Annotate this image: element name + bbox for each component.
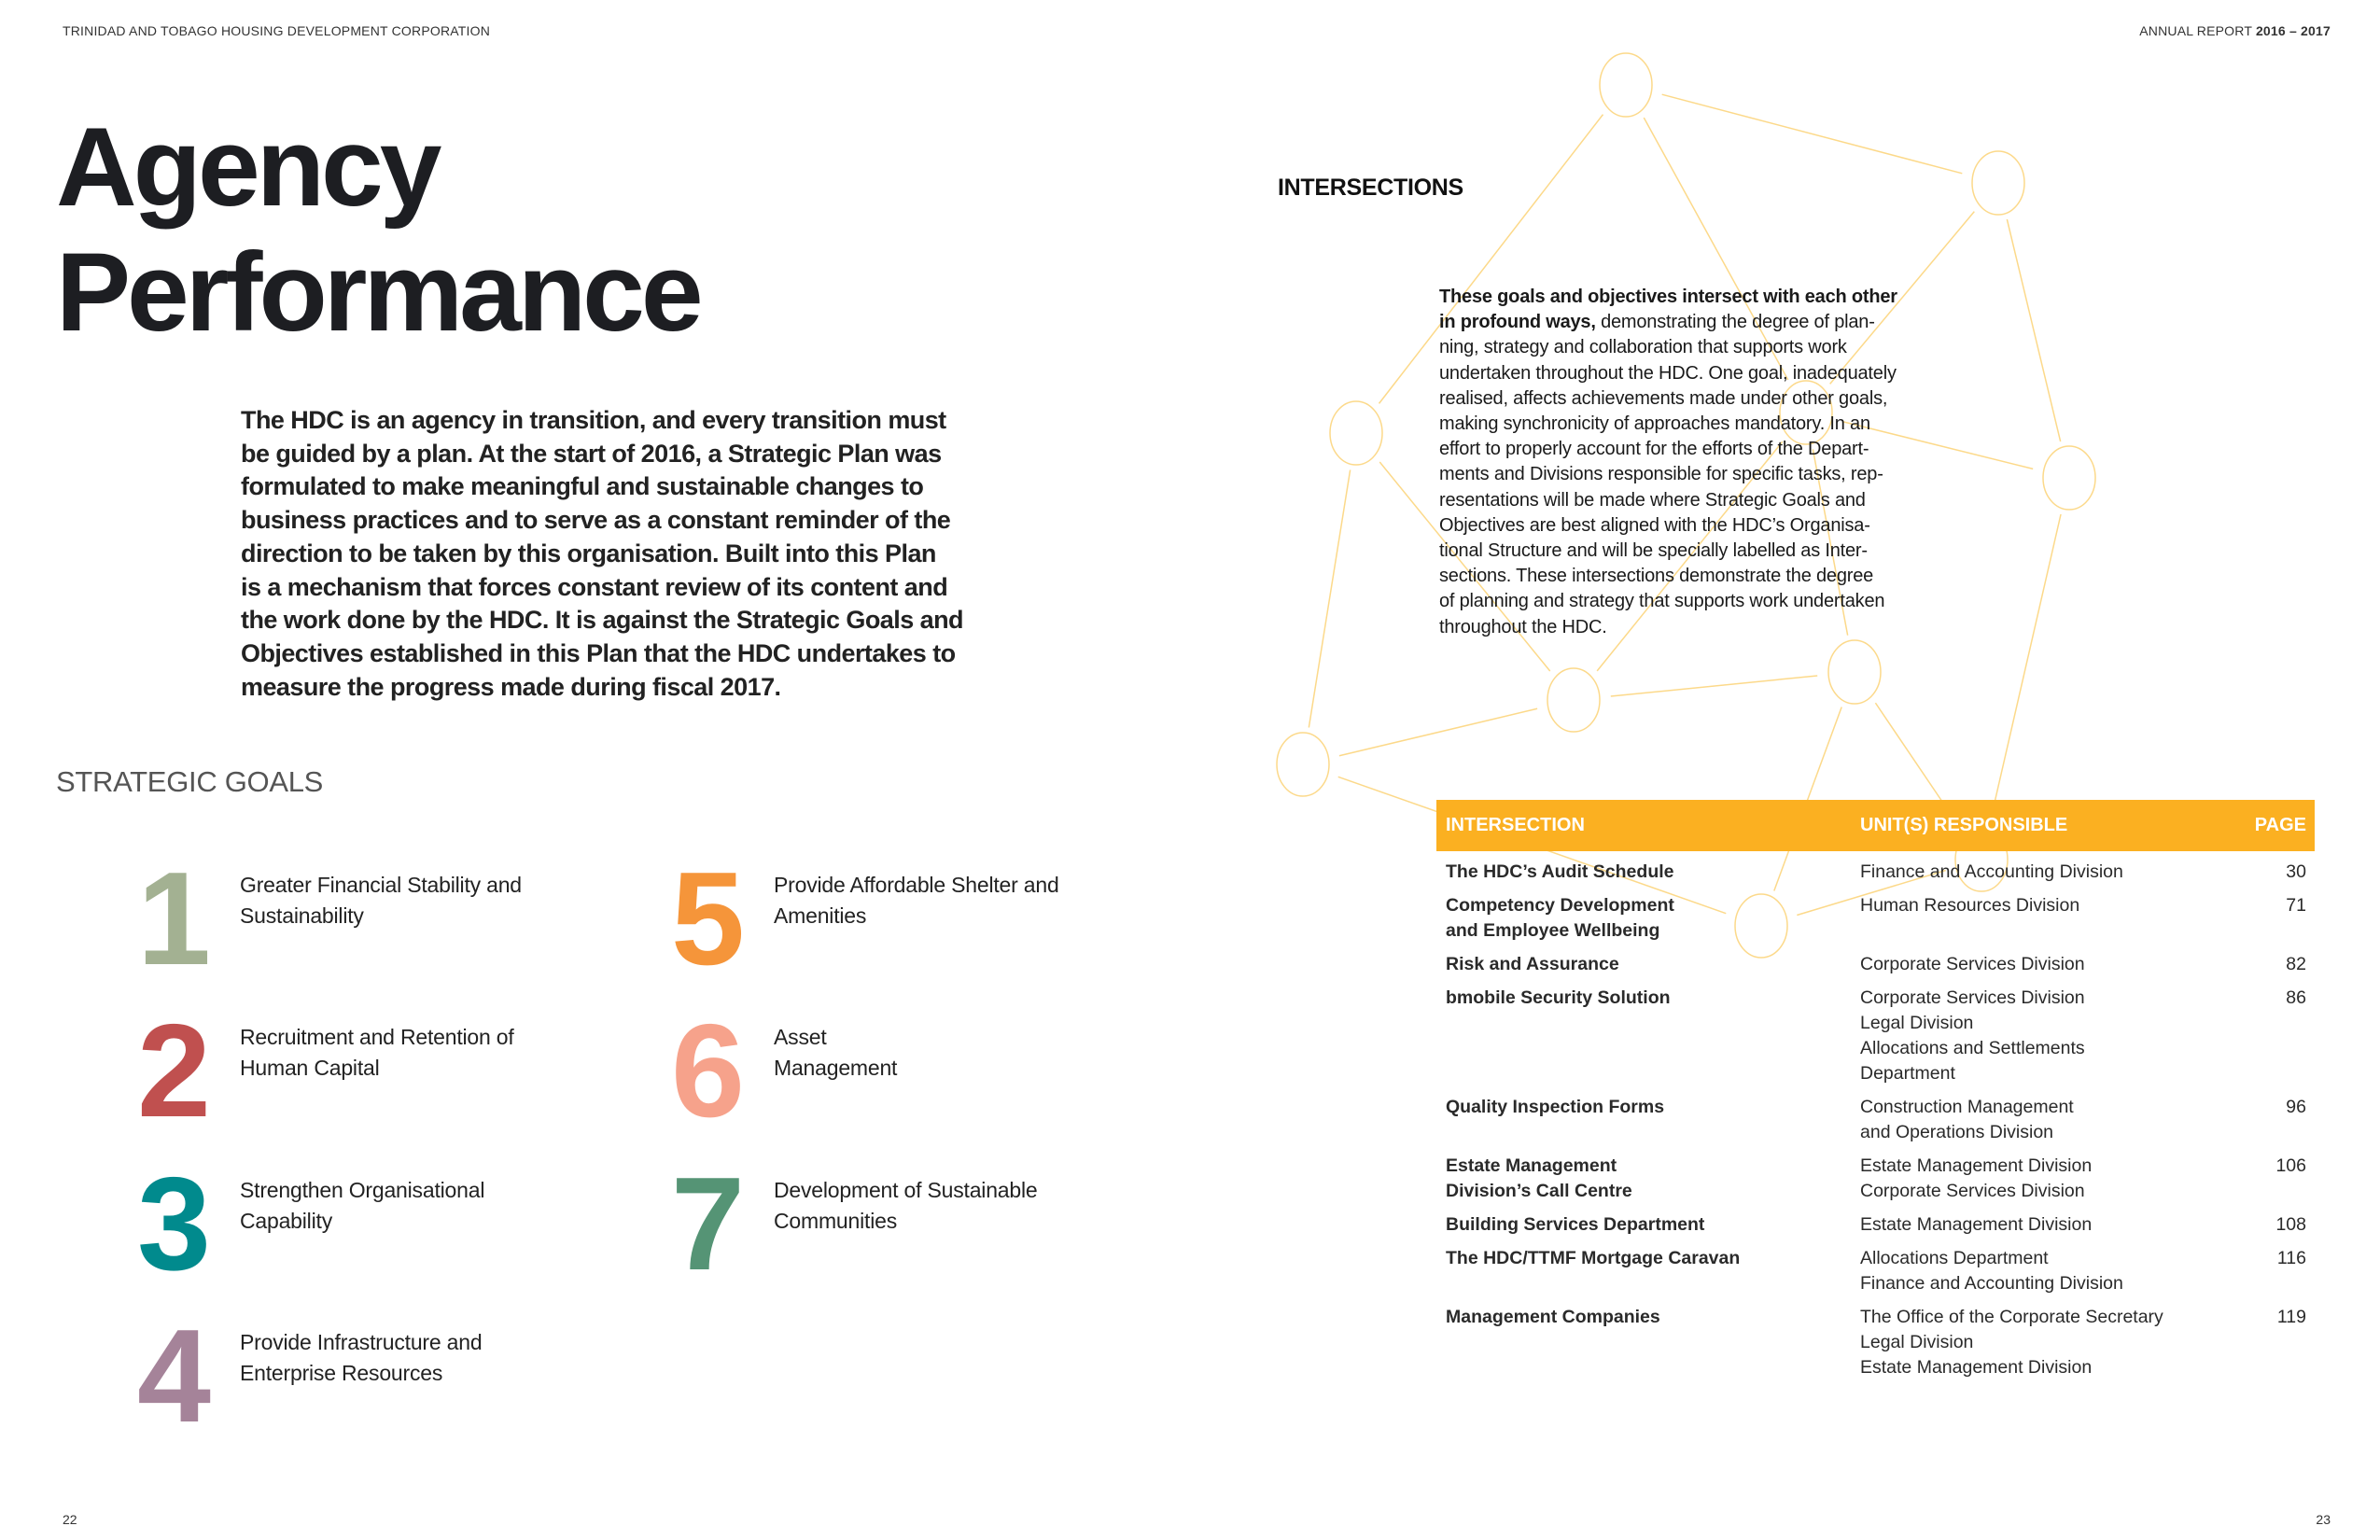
report-years: 2016 – 2017 [2255, 23, 2331, 38]
table-row [1436, 1086, 2315, 1145]
page-cell: 106 [2275, 1155, 2306, 1176]
bold-lead: in profound ways, [1439, 312, 1596, 333]
units-cell [1860, 1212, 2275, 1238]
intersections-table [1436, 800, 2315, 1380]
network-edge [1611, 676, 1817, 696]
table-row [1436, 977, 2315, 1086]
header-intersection: INTERSECTION [1446, 815, 1585, 835]
goal-number: 3 [137, 1150, 207, 1298]
paragraph-line [1439, 335, 1897, 360]
intersection-cell [1436, 1095, 1860, 1120]
intersection-line: Risk and Assurance [1446, 954, 1619, 974]
unit-line: and Operations Division [1860, 1122, 2054, 1142]
goal-text-line: Enterprise Resources [240, 1361, 443, 1385]
intersection-line: Building Services Department [1446, 1214, 1705, 1235]
network-edge [2007, 219, 2060, 441]
intersection-cell [1436, 1246, 1860, 1271]
units-cell [1860, 893, 2286, 918]
goal-text-line: Management [774, 1056, 898, 1080]
line-text: Objectives are best aligned with the HDC’s Organisa- [1439, 514, 1870, 536]
line-text: realised, affects achievements made under other goals, [1439, 387, 1888, 409]
intro-line: direction to be taken by this organisation. Built into this Plan [241, 539, 936, 567]
table-row [1436, 1204, 2315, 1238]
intro-line: the work done by the HDC. It is against the Strategic Goals and [241, 606, 963, 635]
goal-text-line: Asset [774, 1025, 827, 1049]
header-units: UNIT(S) RESPONSIBLE [1860, 815, 2068, 835]
report-label: ANNUAL REPORT [2139, 23, 2252, 38]
network-node-circle [2043, 446, 2095, 510]
table-row [1436, 851, 2315, 885]
goal-text-line: Greater Financial Stability and [240, 873, 522, 897]
units-cell [1860, 1246, 2277, 1296]
paragraph-line [1439, 615, 1897, 640]
page-cell: 96 [2286, 1097, 2306, 1117]
title-line: Performance [56, 230, 700, 355]
unit-line: Corporate Services Division [1860, 987, 2085, 1008]
line-text: ments and Divisions responsible for specific tasks, rep- [1439, 464, 1883, 485]
network-edge [1662, 94, 1963, 174]
intersection-cell [1436, 860, 1860, 885]
intersection-line: Estate Management [1446, 1155, 1617, 1176]
paragraph-line [1439, 285, 1897, 310]
units-cell [1860, 986, 2286, 1086]
line-text: undertaken throughout the HDC. One goal, inadequately [1439, 362, 1897, 384]
network-node-circle [1972, 151, 2024, 215]
paragraph-line [1439, 564, 1897, 589]
table-header [1436, 800, 2315, 851]
unit-line: Construction Management [1860, 1097, 2074, 1117]
intro-line: business practices and to serve as a constant reminder of the [241, 506, 951, 535]
line-text: demonstrating the degree of plan- [1595, 312, 1875, 333]
table-body [1436, 851, 2315, 1380]
goal-number: 1 [137, 845, 207, 993]
page-cell: 71 [2286, 895, 2306, 916]
intersection-cell [1436, 952, 1860, 977]
page-cell: 86 [2286, 987, 2306, 1008]
table-row [1436, 885, 2315, 944]
goal-number: 2 [137, 997, 207, 1145]
unit-line: Legal Division [1860, 1332, 1974, 1352]
network-node-circle [1330, 401, 1382, 465]
page-number-right: 23 [2316, 1512, 2331, 1527]
units-cell [1860, 1305, 2277, 1380]
network-node-circle [1277, 733, 1329, 796]
goal-number: 6 [671, 997, 741, 1145]
intersection-line: Division’s Call Centre [1446, 1181, 1632, 1201]
intro-line: Objectives established in this Plan that the HDC undertakes to [241, 638, 956, 667]
paragraph-line [1439, 513, 1897, 539]
intersection-line: and Employee Wellbeing [1446, 920, 1660, 941]
unit-line: Human Resources Division [1860, 895, 2080, 916]
line-text: sections. These intersections demonstrate the degree [1439, 566, 1874, 587]
paragraph-line [1439, 589, 1897, 614]
line-text: resentations will be made where Strategic Goals and [1439, 489, 1866, 511]
goal-text-line: Communities [774, 1209, 898, 1233]
title-line: Agency [56, 105, 439, 230]
network-node-circle [1600, 53, 1652, 117]
page-cell: 119 [2276, 1307, 2306, 1327]
page-cell: 108 [2275, 1214, 2306, 1235]
line-text: throughout the HDC. [1439, 616, 1607, 637]
intersections-paragraph [1439, 285, 1897, 640]
page-number-left: 22 [63, 1512, 77, 1527]
goal-text-line: Provide Affordable Shelter and [774, 873, 1059, 897]
line-text: tional Structure and will be specially labelled as Inter- [1439, 540, 1868, 562]
line-text: of planning and strategy that supports work undertaken [1439, 591, 1885, 612]
intro-line: is a mechanism that forces constant review of its content and [241, 572, 948, 601]
paragraph-line [1439, 437, 1897, 462]
line-text: ning, strategy and collaboration that supports work [1439, 337, 1847, 358]
units-cell [1860, 1095, 2286, 1145]
units-cell [1860, 1154, 2275, 1204]
units-cell [1860, 952, 2286, 977]
unit-line: Allocations Department [1860, 1248, 2049, 1268]
paragraph-line [1439, 462, 1897, 487]
paragraph-line [1439, 412, 1897, 437]
unit-line: Department [1860, 1063, 1955, 1084]
page-cell: 82 [2286, 954, 2306, 974]
table-row [1436, 1145, 2315, 1204]
intro-line: The HDC is an agency in transition, and every transition must [241, 406, 946, 434]
intersection-cell [1436, 1154, 1860, 1204]
strategic-goals-heading: STRATEGIC GOALS [56, 765, 324, 798]
intersection-cell [1436, 893, 1860, 944]
goal-text-line: Human Capital [240, 1056, 380, 1080]
table-row [1436, 1296, 2315, 1380]
line-text: making synchronicity of approaches mandatory. In an [1439, 413, 1870, 435]
network-node-circle [1547, 668, 1600, 732]
line-text: effort to properly account for the efforts of the Depart- [1439, 439, 1869, 460]
goal-number: 5 [671, 845, 741, 993]
paragraph-line [1439, 386, 1897, 412]
intro-line: be guided by a plan. At the start of 2016, a Strategic Plan was [241, 439, 942, 468]
network-node-circle [1828, 640, 1881, 704]
unit-line: Corporate Services Division [1860, 1181, 2085, 1201]
goal-text-line: Development of Sustainable [774, 1178, 1038, 1202]
unit-line: Estate Management Division [1860, 1155, 2093, 1176]
running-header-left: TRINIDAD AND TOBAGO HOUSING DEVELOPMENT CORPORATION [63, 23, 491, 38]
unit-line: Allocations and Settlements [1860, 1038, 2085, 1058]
network-edge [1339, 708, 1537, 755]
unit-line: Finance and Accounting Division [1860, 861, 2123, 882]
unit-line: Corporate Services Division [1860, 954, 2085, 974]
table-row [1436, 1238, 2315, 1296]
unit-line: The Office of the Corporate Secretary [1860, 1307, 2163, 1327]
paragraph-line [1439, 488, 1897, 513]
unit-line: Legal Division [1860, 1013, 1974, 1033]
goal-number: 7 [671, 1150, 741, 1298]
table-row [1436, 944, 2315, 977]
goal-text-line: Recruitment and Retention of [240, 1025, 514, 1049]
intersection-line: Management Companies [1446, 1307, 1660, 1327]
network-edge [1309, 469, 1350, 727]
unit-line: Finance and Accounting Division [1860, 1273, 2123, 1294]
paragraph-line [1439, 310, 1897, 335]
intersection-cell [1436, 986, 1860, 1011]
goal-number: 4 [137, 1302, 207, 1450]
intersection-line: Quality Inspection Forms [1446, 1097, 1665, 1117]
unit-line: Estate Management Division [1860, 1357, 2093, 1378]
page-cell: 30 [2286, 861, 2306, 882]
goal-text-line: Provide Infrastructure and [240, 1330, 483, 1354]
bold-lead: These goals and objectives intersect with each other [1439, 287, 1897, 307]
intersection-line: The HDC/TTMF Mortgage Caravan [1446, 1248, 1741, 1268]
intersection-line: The HDC’s Audit Schedule [1446, 861, 1674, 882]
intersection-cell [1436, 1305, 1860, 1330]
paragraph-line [1439, 361, 1897, 386]
goal-text-line: Capability [240, 1209, 332, 1233]
page-cell: 116 [2276, 1248, 2306, 1268]
intersection-line: bmobile Security Solution [1446, 987, 1671, 1008]
goal-text-line: Strengthen Organisational [240, 1178, 485, 1202]
intro-line: formulated to make meaningful and sustainable changes to [241, 472, 924, 501]
intersection-cell [1436, 1212, 1860, 1238]
network-edge [1990, 514, 2061, 823]
units-cell [1860, 860, 2286, 885]
intro-line: measure the progress made during fiscal 2017. [241, 672, 781, 701]
unit-line: Estate Management Division [1860, 1214, 2093, 1235]
paragraph-line [1439, 539, 1897, 564]
intersection-line: Competency Development [1446, 895, 1674, 916]
header-page: PAGE [2254, 815, 2306, 835]
goal-text-line: Sustainability [240, 903, 364, 928]
intersections-heading: INTERSECTIONS [1278, 175, 1463, 201]
goal-text-line: Amenities [774, 903, 867, 928]
